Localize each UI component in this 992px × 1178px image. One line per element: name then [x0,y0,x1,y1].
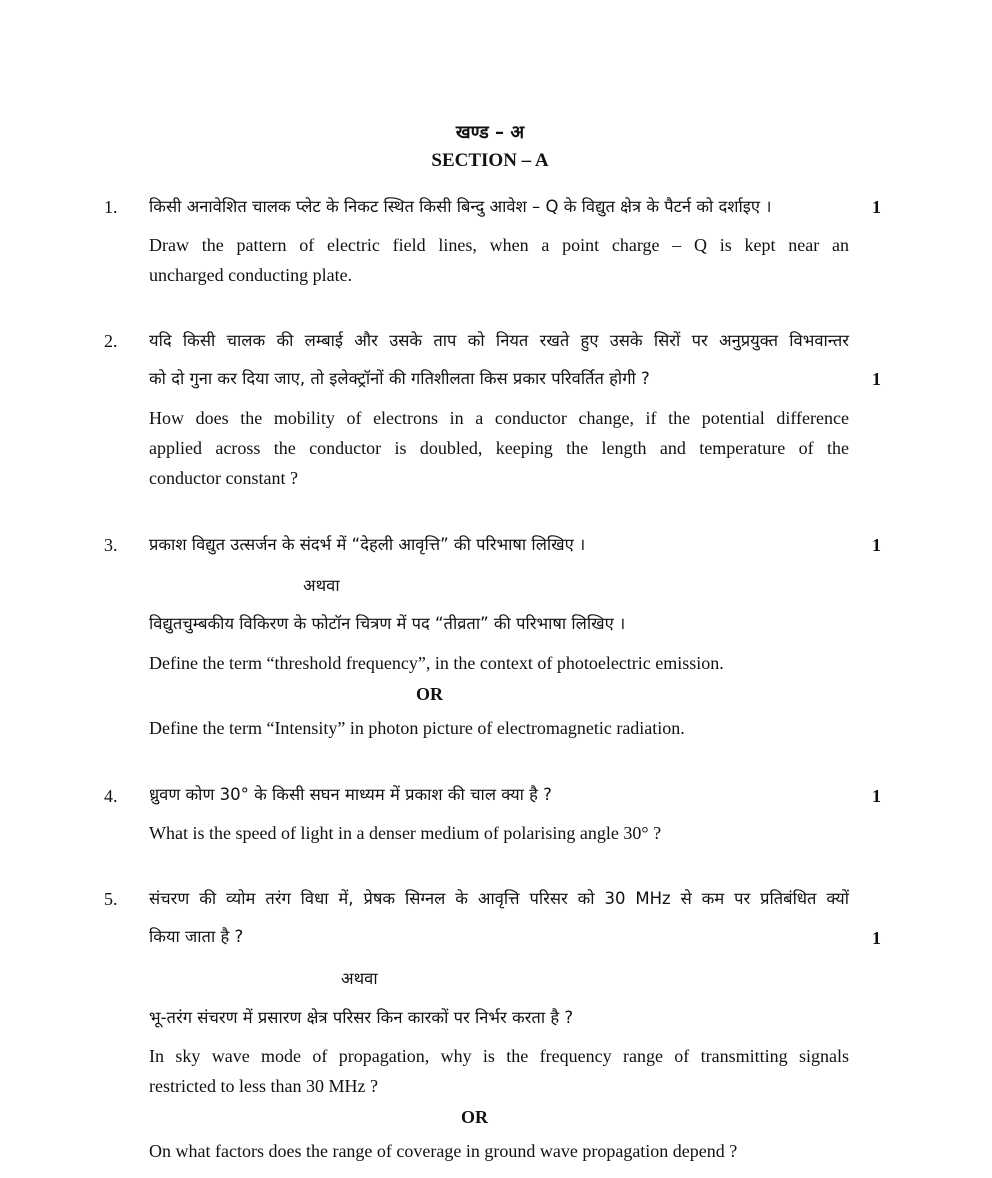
hindi-or-separator: अथवा [303,576,340,595]
question-marks: 1 [872,369,881,389]
question-marks: 1 [872,535,881,555]
question-number: 5. [104,889,118,909]
question-marks: 1 [872,928,881,948]
question-number: 3. [104,535,118,555]
question-number: 4. [104,786,118,806]
question-number: 1. [104,197,118,217]
question-english-line: In sky wave mode of propagation, why is the frequency range of transmitting signals [149,1046,849,1066]
question-hindi-line: यदि किसी चालक की लम्बाई और उसके ताप को नियत रखते हुए उसके सिरों पर अनुप्रयुक्त विभवान्तर [149,331,849,350]
hindi-or-separator: अथवा [341,969,378,988]
question-english-alt-line: On what factors does the range of coverage in ground wave propagation depend ? [149,1141,738,1161]
question-hindi-line: ध्रुवण कोण 30° के किसी सघन माध्यम में प्रकाश की चाल क्या है ? [149,785,552,804]
question-english-line: uncharged conducting plate. [149,265,353,285]
question-hindi-line: किया जाता है ? [149,927,244,946]
question-hindi-alt-line: भू-तरंग संचरण में प्रसारण क्षेत्र परिसर किन कारकों पर निर्भर करता है ? [149,1008,574,1027]
question-english-line: restricted to less than 30 MHz ? [149,1076,378,1096]
question-number: 2. [104,331,118,351]
question-hindi-line: को दो गुना कर दिया जाए, तो इलेक्ट्रॉनों की गतिशीलता किस प्रकार परिवर्तित होगी ? [149,369,650,388]
question-hindi-alt-line: विद्युतचुम्बकीय विकिरण के फोटॉन चित्रण में पद “तीव्रता” की परिभाषा लिखिए । [149,614,626,633]
question-english-line: applied across the conductor is doubled, keeping the length and temperature of the [149,438,849,458]
question-marks: 1 [872,197,881,217]
question-english-line: What is the speed of light in a denser medium of polarising angle 30° ? [149,823,662,843]
question-english-alt-line: Define the term “Intensity” in photon picture of electromagnetic radiation. [149,718,685,738]
question-hindi-line: किसी अनावेशित चालक प्लेट के निकट स्थित किसी बिन्दु आवेश – Q के विद्युत क्षेत्र के पैटर्न को दर्शाइए । [149,197,772,216]
question-english-line: Define the term “threshold frequency”, in the context of photoelectric emission. [149,653,724,673]
section-hindi-title: खण्ड – अ [455,122,525,143]
question-marks: 1 [872,786,881,806]
english-or-separator: OR [461,1107,488,1127]
question-english-line: How does the mobility of electrons in a conductor change, if the potential difference [149,408,849,428]
english-or-separator: OR [416,684,443,704]
question-english-line: Draw the pattern of electric field lines, when a point charge – Q is kept near an [149,235,849,255]
question-hindi-line: संचरण की व्योम तरंग विधा में, प्रेषक सिग्नल के आवृत्ति परिसर को 30 MHz से कम पर प्रतिबंधित क्यों [149,889,849,908]
section-title: SECTION – A [431,150,549,171]
question-english-line: conductor constant ? [149,468,298,488]
question-hindi-line: प्रकाश विद्युत उत्सर्जन के संदर्भ में “देहली आवृत्ति” की परिभाषा लिखिए । [149,535,586,554]
